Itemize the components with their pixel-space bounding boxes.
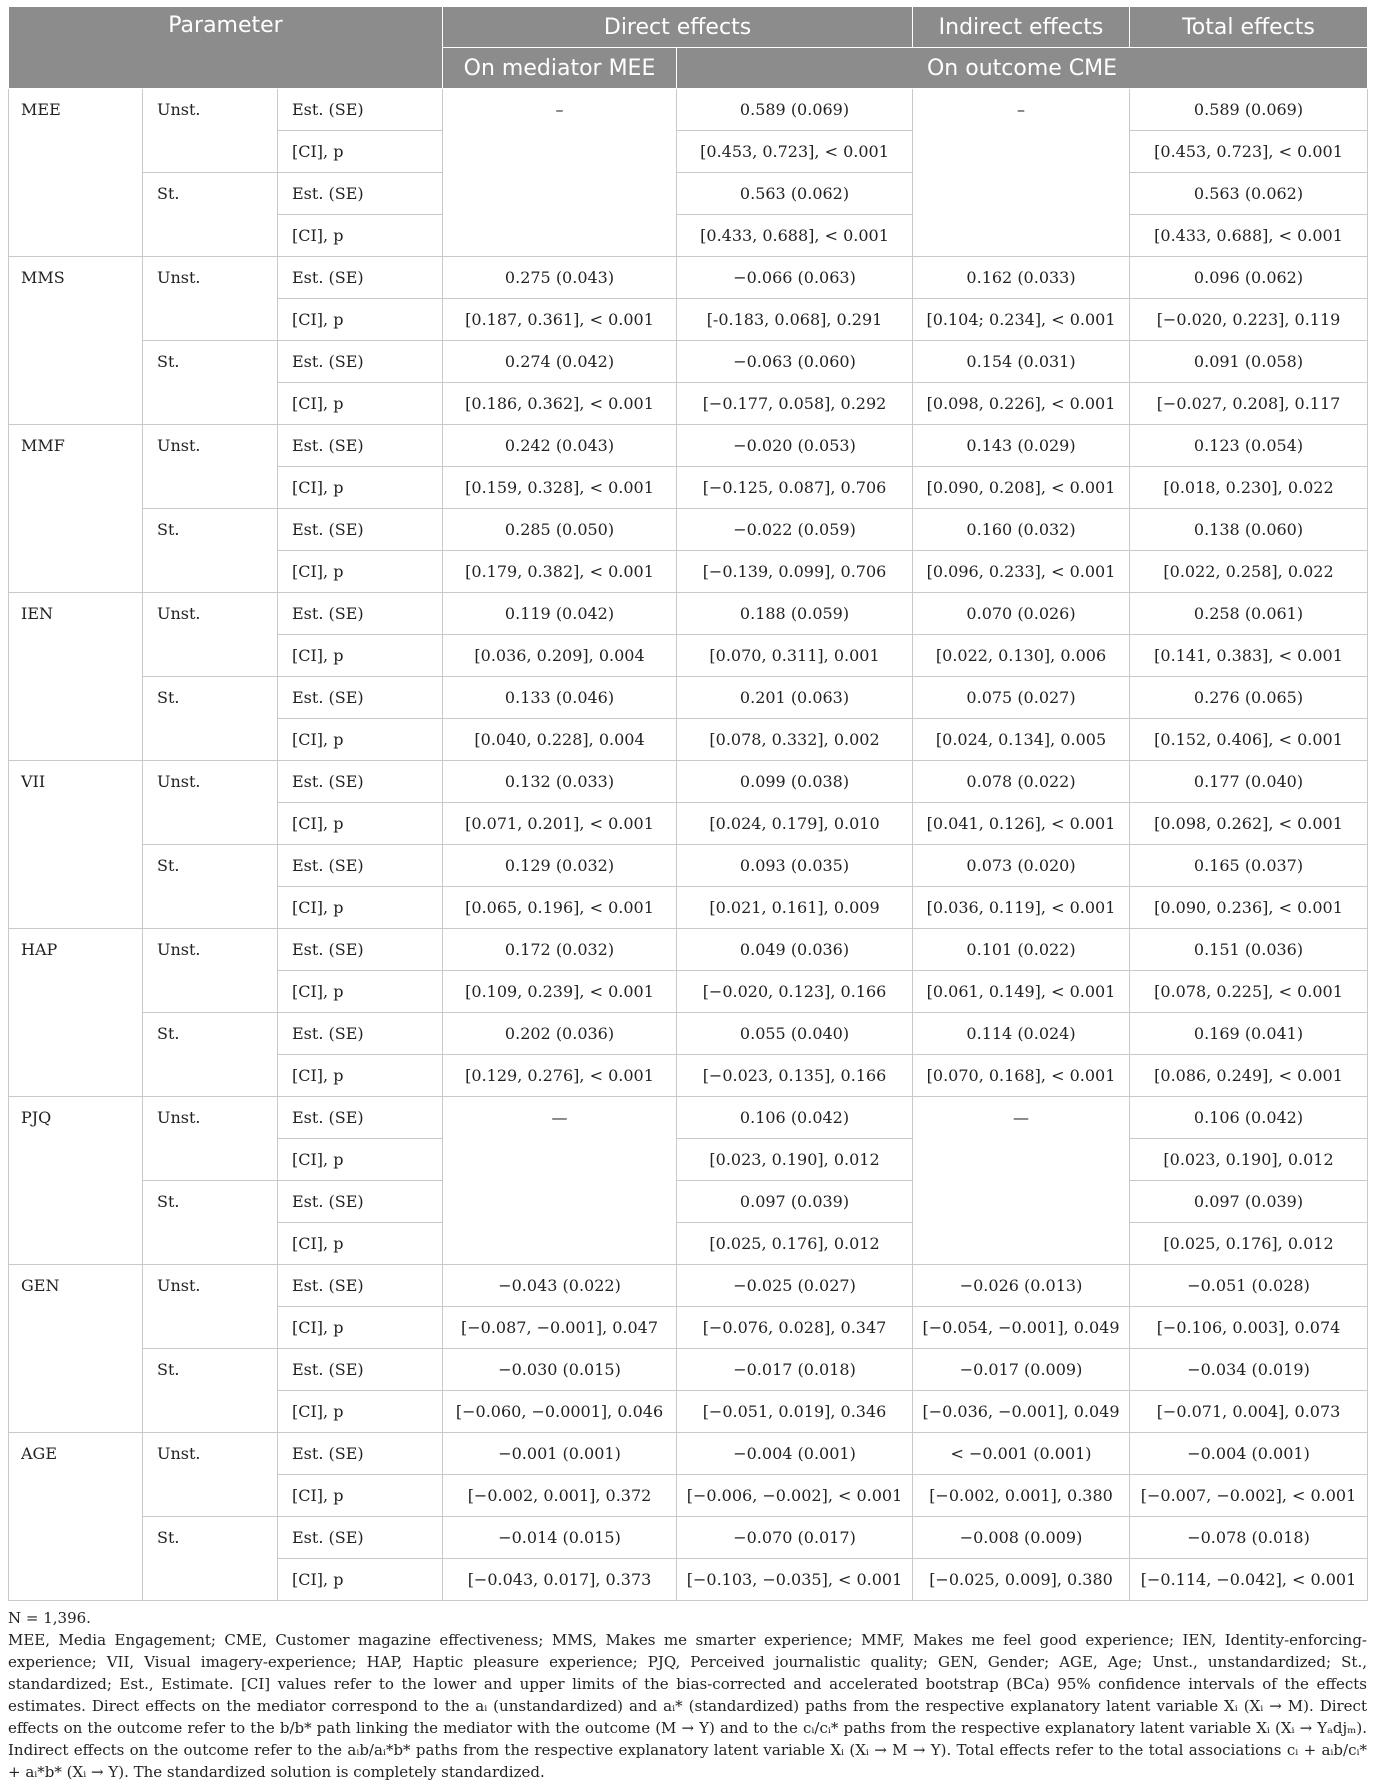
direct-outcome-effect-cell: −0.070 (0.017) [677, 1517, 913, 1559]
direct-outcome-effect-cell: [−0.076, 0.028], 0.347 [677, 1307, 913, 1349]
table-footnotes [8, 1607, 1367, 1783]
mediator-effect-cell: 0.129 (0.032) [443, 845, 677, 887]
total-effect-cell: [0.022, 0.258], 0.022 [1130, 551, 1368, 593]
direct-outcome-effect-cell: [−0.051, 0.019], 0.346 [677, 1391, 913, 1433]
indirect-effect-cell: [0.070, 0.168], < 0.001 [913, 1055, 1130, 1097]
total-effect-cell: 0.177 (0.040) [1130, 761, 1368, 803]
row-parameter: HAP [9, 929, 143, 1097]
indirect-effect-cell: 0.078 (0.022) [913, 761, 1130, 803]
direct-outcome-effect-cell: [0.021, 0.161], 0.009 [677, 887, 913, 929]
total-effect-cell: [−0.007, −0.002], < 0.001 [1130, 1475, 1368, 1517]
row-statistic-label: Est. (SE) [278, 593, 443, 635]
table-row [9, 509, 1368, 551]
mediator-effect-cell: 0.172 (0.032) [443, 929, 677, 971]
total-effect-cell: 0.097 (0.039) [1130, 1181, 1368, 1223]
row-solution-type: St. [143, 173, 278, 257]
table-row [9, 593, 1368, 635]
direct-outcome-effect-cell: [0.025, 0.176], 0.012 [677, 1223, 913, 1265]
direct-outcome-effect-cell: [0.078, 0.332], 0.002 [677, 719, 913, 761]
direct-outcome-effect-cell: −0.017 (0.018) [677, 1349, 913, 1391]
direct-outcome-effect-cell: −0.022 (0.059) [677, 509, 913, 551]
row-solution-type: Unst. [143, 761, 278, 845]
row-solution-type: St. [143, 1349, 278, 1433]
direct-outcome-effect-cell: 0.188 (0.059) [677, 593, 913, 635]
direct-outcome-effect-cell: 0.049 (0.036) [677, 929, 913, 971]
indirect-effect-cell: 0.073 (0.020) [913, 845, 1130, 887]
mediator-effect-cell: [0.040, 0.228], 0.004 [443, 719, 677, 761]
row-statistic-label: Est. (SE) [278, 1349, 443, 1391]
total-effect-cell: [0.141, 0.383], < 0.001 [1130, 635, 1368, 677]
row-statistic-label: Est. (SE) [278, 341, 443, 383]
total-effect-cell: −0.078 (0.018) [1130, 1517, 1368, 1559]
indirect-effect-cell: 0.070 (0.026) [913, 593, 1130, 635]
total-effect-cell: [0.098, 0.262], < 0.001 [1130, 803, 1368, 845]
indirect-effect-cell: – [913, 89, 1130, 257]
mediator-effect-cell: [−0.060, −0.0001], 0.046 [443, 1391, 677, 1433]
table-row [9, 929, 1368, 971]
mediator-effect-cell: 0.274 (0.042) [443, 341, 677, 383]
row-statistic-label: Est. (SE) [278, 89, 443, 131]
indirect-effect-cell: 0.143 (0.029) [913, 425, 1130, 467]
total-effect-cell: [0.453, 0.723], < 0.001 [1130, 131, 1368, 173]
table-container [8, 6, 1367, 1783]
total-effect-cell: 0.091 (0.058) [1130, 341, 1368, 383]
mediator-effect-cell: [−0.087, −0.001], 0.047 [443, 1307, 677, 1349]
row-solution-type: Unst. [143, 929, 278, 1013]
row-statistic-label: [CI], p [278, 1055, 443, 1097]
direct-outcome-effect-cell: −0.020 (0.053) [677, 425, 913, 467]
indirect-effect-cell: [0.041, 0.126], < 0.001 [913, 803, 1130, 845]
indirect-effect-cell: [0.061, 0.149], < 0.001 [913, 971, 1130, 1013]
total-effect-cell: 0.106 (0.042) [1130, 1097, 1368, 1139]
total-effect-cell: −0.051 (0.028) [1130, 1265, 1368, 1307]
table-row [9, 1517, 1368, 1559]
row-statistic-label: [CI], p [278, 299, 443, 341]
row-solution-type: Unst. [143, 593, 278, 677]
indirect-effect-cell: — [913, 1097, 1130, 1265]
mediator-effect-cell: 0.119 (0.042) [443, 593, 677, 635]
row-statistic-label: [CI], p [278, 803, 443, 845]
row-statistic-label: [CI], p [278, 215, 443, 257]
indirect-effect-cell: −0.017 (0.009) [913, 1349, 1130, 1391]
total-effect-cell: [0.078, 0.225], < 0.001 [1130, 971, 1368, 1013]
total-effect-cell: 0.165 (0.037) [1130, 845, 1368, 887]
indirect-effect-cell: [0.104; 0.234], < 0.001 [913, 299, 1130, 341]
row-statistic-label: Est. (SE) [278, 1433, 443, 1475]
total-effect-cell: −0.004 (0.001) [1130, 1433, 1368, 1475]
row-parameter: PJQ [9, 1097, 143, 1265]
indirect-effect-cell: 0.114 (0.024) [913, 1013, 1130, 1055]
table-row [9, 1265, 1368, 1307]
mediator-effect-cell: −0.014 (0.015) [443, 1517, 677, 1559]
row-statistic-label: [CI], p [278, 887, 443, 929]
row-parameter: MMS [9, 257, 143, 425]
indirect-effect-cell: < −0.001 (0.001) [913, 1433, 1130, 1475]
total-effect-cell: 0.123 (0.054) [1130, 425, 1368, 467]
table-row [9, 1181, 1368, 1223]
indirect-effect-cell: [0.022, 0.130], 0.006 [913, 635, 1130, 677]
mediator-effect-cell: [0.186, 0.362], < 0.001 [443, 383, 677, 425]
direct-outcome-effect-cell: [0.023, 0.190], 0.012 [677, 1139, 913, 1181]
row-statistic-label: [CI], p [278, 1307, 443, 1349]
header-on-mediator: On mediator MEE [443, 48, 677, 89]
row-solution-type: Unst. [143, 1265, 278, 1349]
indirect-effect-cell: 0.160 (0.032) [913, 509, 1130, 551]
indirect-effect-cell: [−0.054, −0.001], 0.049 [913, 1307, 1130, 1349]
row-solution-type: Unst. [143, 257, 278, 341]
indirect-effect-cell: [−0.036, −0.001], 0.049 [913, 1391, 1130, 1433]
mediator-effect-cell: 0.132 (0.033) [443, 761, 677, 803]
direct-outcome-effect-cell: [0.070, 0.311], 0.001 [677, 635, 913, 677]
row-statistic-label: Est. (SE) [278, 425, 443, 467]
row-solution-type: St. [143, 845, 278, 929]
total-effect-cell: [0.152, 0.406], < 0.001 [1130, 719, 1368, 761]
total-effect-cell: [−0.027, 0.208], 0.117 [1130, 383, 1368, 425]
row-statistic-label: [CI], p [278, 1223, 443, 1265]
indirect-effect-cell: −0.026 (0.013) [913, 1265, 1130, 1307]
total-effect-cell: [0.025, 0.176], 0.012 [1130, 1223, 1368, 1265]
header-parameter: Parameter [9, 7, 443, 89]
row-solution-type: St. [143, 1181, 278, 1265]
indirect-effect-cell: 0.154 (0.031) [913, 341, 1130, 383]
row-statistic-label: Est. (SE) [278, 173, 443, 215]
footnote-abbreviations: MEE, Media Engagement; CME, Customer magazine effectiveness; MMS, Makes me smarter experience; MMF, Makes me feel good experience; IEN, Identity-enforcing-experience; VII, Visual imagery-experience; HAP, Haptic pleasure experience; PJQ, Perceived journalistic quality; GEN, Gender; AGE, Age; Unst., unstandardized; St., standardized; Est., Estimate. [CI] values refer to the lower and upper limits of the bias-corrected and accelerated bootstrap (BCa) 95% confidence intervals of the effects estimates. Direct effects on the mediator correspond to the aᵢ (unstandardized) and aᵢ* (standardized) paths from the respective explanatory latent variable Xᵢ (Xᵢ → M). Direct effects on the outcome refer to the b/b* path linking the mediator with the outcome (M → Y) and to the cᵢ/cᵢ* paths from the respective explanatory latent variable Xᵢ (Xᵢ → Yₐdjₘ). Indirect effects on the outcome refer to the aᵢb/aᵢ*b* paths from the respective explanatory latent variable Xᵢ (Xᵢ → M → Y). Total effects refer to the total associations cᵢ + aᵢb/cᵢ* + aᵢ*b* (Xᵢ → Y). The standardized solution is completely standardized. [8, 1631, 1367, 1781]
row-solution-type: St. [143, 341, 278, 425]
row-parameter: GEN [9, 1265, 143, 1433]
row-solution-type: Unst. [143, 1433, 278, 1517]
direct-outcome-effect-cell: −0.025 (0.027) [677, 1265, 913, 1307]
row-statistic-label: [CI], p [278, 1559, 443, 1601]
indirect-effect-cell: [0.096, 0.233], < 0.001 [913, 551, 1130, 593]
table-row [9, 341, 1368, 383]
row-parameter: AGE [9, 1433, 143, 1601]
row-solution-type: Unst. [143, 89, 278, 173]
mediator-effect-cell: −0.030 (0.015) [443, 1349, 677, 1391]
mediator-effect-cell: −0.001 (0.001) [443, 1433, 677, 1475]
total-effect-cell: 0.096 (0.062) [1130, 257, 1368, 299]
direct-outcome-effect-cell: [−0.020, 0.123], 0.166 [677, 971, 913, 1013]
direct-outcome-effect-cell: 0.055 (0.040) [677, 1013, 913, 1055]
row-statistic-label: Est. (SE) [278, 1517, 443, 1559]
mediator-effect-cell: [0.036, 0.209], 0.004 [443, 635, 677, 677]
indirect-effect-cell: [0.090, 0.208], < 0.001 [913, 467, 1130, 509]
direct-outcome-effect-cell: [−0.125, 0.087], 0.706 [677, 467, 913, 509]
indirect-effect-cell: [0.036, 0.119], < 0.001 [913, 887, 1130, 929]
row-statistic-label: [CI], p [278, 131, 443, 173]
direct-outcome-effect-cell: [−0.006, −0.002], < 0.001 [677, 1475, 913, 1517]
table-row [9, 425, 1368, 467]
direct-outcome-effect-cell: 0.201 (0.063) [677, 677, 913, 719]
row-statistic-label: [CI], p [278, 383, 443, 425]
effects-table [8, 6, 1368, 1601]
row-statistic-label: Est. (SE) [278, 1265, 443, 1307]
row-statistic-label: Est. (SE) [278, 509, 443, 551]
total-effect-cell: [−0.114, −0.042], < 0.001 [1130, 1559, 1368, 1601]
indirect-effect-cell: [−0.002, 0.001], 0.380 [913, 1475, 1130, 1517]
direct-outcome-effect-cell: 0.099 (0.038) [677, 761, 913, 803]
direct-outcome-effect-cell: [0.433, 0.688], < 0.001 [677, 215, 913, 257]
direct-outcome-effect-cell: −0.004 (0.001) [677, 1433, 913, 1475]
row-statistic-label: [CI], p [278, 719, 443, 761]
table-row [9, 1349, 1368, 1391]
table-row [9, 1013, 1368, 1055]
mediator-effect-cell: [−0.002, 0.001], 0.372 [443, 1475, 677, 1517]
mediator-effect-cell: [0.071, 0.201], < 0.001 [443, 803, 677, 845]
mediator-effect-cell: [0.187, 0.361], < 0.001 [443, 299, 677, 341]
direct-outcome-effect-cell: [−0.177, 0.058], 0.292 [677, 383, 913, 425]
row-statistic-label: Est. (SE) [278, 677, 443, 719]
row-parameter: VII [9, 761, 143, 929]
row-solution-type: Unst. [143, 425, 278, 509]
total-effect-cell: [0.086, 0.249], < 0.001 [1130, 1055, 1368, 1097]
direct-outcome-effect-cell: 0.106 (0.042) [677, 1097, 913, 1139]
row-solution-type: Unst. [143, 1097, 278, 1181]
row-statistic-label: [CI], p [278, 635, 443, 677]
mediator-effect-cell: 0.202 (0.036) [443, 1013, 677, 1055]
header-on-outcome: On outcome CME [677, 48, 1368, 89]
total-effect-cell: 0.258 (0.061) [1130, 593, 1368, 635]
table-row [9, 89, 1368, 131]
row-statistic-label: Est. (SE) [278, 1181, 443, 1223]
row-statistic-label: Est. (SE) [278, 257, 443, 299]
row-statistic-label: [CI], p [278, 1391, 443, 1433]
direct-outcome-effect-cell: [0.024, 0.179], 0.010 [677, 803, 913, 845]
mediator-effect-cell: [0.179, 0.382], < 0.001 [443, 551, 677, 593]
direct-outcome-effect-cell: [-0.183, 0.068], 0.291 [677, 299, 913, 341]
mediator-effect-cell: [0.159, 0.328], < 0.001 [443, 467, 677, 509]
table-row [9, 173, 1368, 215]
mediator-effect-cell: – [443, 89, 677, 257]
mediator-effect-cell: 0.285 (0.050) [443, 509, 677, 551]
row-statistic-label: [CI], p [278, 551, 443, 593]
row-solution-type: St. [143, 509, 278, 593]
mediator-effect-cell: — [443, 1097, 677, 1265]
total-effect-cell: [0.433, 0.688], < 0.001 [1130, 215, 1368, 257]
table-row [9, 845, 1368, 887]
total-effect-cell: 0.151 (0.036) [1130, 929, 1368, 971]
indirect-effect-cell: 0.101 (0.022) [913, 929, 1130, 971]
row-statistic-label: Est. (SE) [278, 761, 443, 803]
total-effect-cell: [−0.106, 0.003], 0.074 [1130, 1307, 1368, 1349]
header-direct-effects: Direct effects [443, 7, 913, 48]
table-body [9, 89, 1368, 1601]
table-row [9, 1433, 1368, 1475]
mediator-effect-cell: 0.133 (0.046) [443, 677, 677, 719]
header-indirect-effects: Indirect effects [913, 7, 1130, 48]
total-effect-cell: [0.023, 0.190], 0.012 [1130, 1139, 1368, 1181]
row-statistic-label: [CI], p [278, 1475, 443, 1517]
indirect-effect-cell: [0.024, 0.134], 0.005 [913, 719, 1130, 761]
direct-outcome-effect-cell: −0.066 (0.063) [677, 257, 913, 299]
direct-outcome-effect-cell: [−0.023, 0.135], 0.166 [677, 1055, 913, 1097]
mediator-effect-cell: 0.242 (0.043) [443, 425, 677, 467]
row-parameter: MEE [9, 89, 143, 257]
direct-outcome-effect-cell: 0.563 (0.062) [677, 173, 913, 215]
row-statistic-label: [CI], p [278, 1139, 443, 1181]
total-effect-cell: [−0.020, 0.223], 0.119 [1130, 299, 1368, 341]
indirect-effect-cell: [−0.025, 0.009], 0.380 [913, 1559, 1130, 1601]
footnote-sample-size: N = 1,396. [8, 1609, 91, 1627]
total-effect-cell: 0.563 (0.062) [1130, 173, 1368, 215]
mediator-effect-cell: [−0.043, 0.017], 0.373 [443, 1559, 677, 1601]
row-solution-type: St. [143, 1517, 278, 1601]
header-total-effects: Total effects [1130, 7, 1368, 48]
total-effect-cell: [0.018, 0.230], 0.022 [1130, 467, 1368, 509]
direct-outcome-effect-cell: [0.453, 0.723], < 0.001 [677, 131, 913, 173]
indirect-effect-cell: [0.098, 0.226], < 0.001 [913, 383, 1130, 425]
row-solution-type: St. [143, 677, 278, 761]
direct-outcome-effect-cell: [−0.139, 0.099], 0.706 [677, 551, 913, 593]
table-row [9, 761, 1368, 803]
total-effect-cell: 0.589 (0.069) [1130, 89, 1368, 131]
row-statistic-label: [CI], p [278, 971, 443, 1013]
direct-outcome-effect-cell: 0.589 (0.069) [677, 89, 913, 131]
total-effect-cell: [0.090, 0.236], < 0.001 [1130, 887, 1368, 929]
total-effect-cell: 0.276 (0.065) [1130, 677, 1368, 719]
indirect-effect-cell: 0.075 (0.027) [913, 677, 1130, 719]
row-statistic-label: Est. (SE) [278, 929, 443, 971]
direct-outcome-effect-cell: [−0.103, −0.035], < 0.001 [677, 1559, 913, 1601]
total-effect-cell: 0.169 (0.041) [1130, 1013, 1368, 1055]
row-statistic-label: Est. (SE) [278, 1013, 443, 1055]
mediator-effect-cell: [0.109, 0.239], < 0.001 [443, 971, 677, 1013]
indirect-effect-cell: −0.008 (0.009) [913, 1517, 1130, 1559]
direct-outcome-effect-cell: 0.093 (0.035) [677, 845, 913, 887]
direct-outcome-effect-cell: −0.063 (0.060) [677, 341, 913, 383]
direct-outcome-effect-cell: 0.097 (0.039) [677, 1181, 913, 1223]
total-effect-cell: [−0.071, 0.004], 0.073 [1130, 1391, 1368, 1433]
total-effect-cell: −0.034 (0.019) [1130, 1349, 1368, 1391]
table-row [9, 1097, 1368, 1139]
row-solution-type: St. [143, 1013, 278, 1097]
row-parameter: MMF [9, 425, 143, 593]
table-header [9, 7, 1368, 89]
row-statistic-label: [CI], p [278, 467, 443, 509]
row-statistic-label: Est. (SE) [278, 845, 443, 887]
mediator-effect-cell: −0.043 (0.022) [443, 1265, 677, 1307]
mediator-effect-cell: [0.129, 0.276], < 0.001 [443, 1055, 677, 1097]
indirect-effect-cell: 0.162 (0.033) [913, 257, 1130, 299]
mediator-effect-cell: [0.065, 0.196], < 0.001 [443, 887, 677, 929]
row-parameter: IEN [9, 593, 143, 761]
table-row [9, 677, 1368, 719]
total-effect-cell: 0.138 (0.060) [1130, 509, 1368, 551]
row-statistic-label: Est. (SE) [278, 1097, 443, 1139]
mediator-effect-cell: 0.275 (0.043) [443, 257, 677, 299]
table-row [9, 257, 1368, 299]
